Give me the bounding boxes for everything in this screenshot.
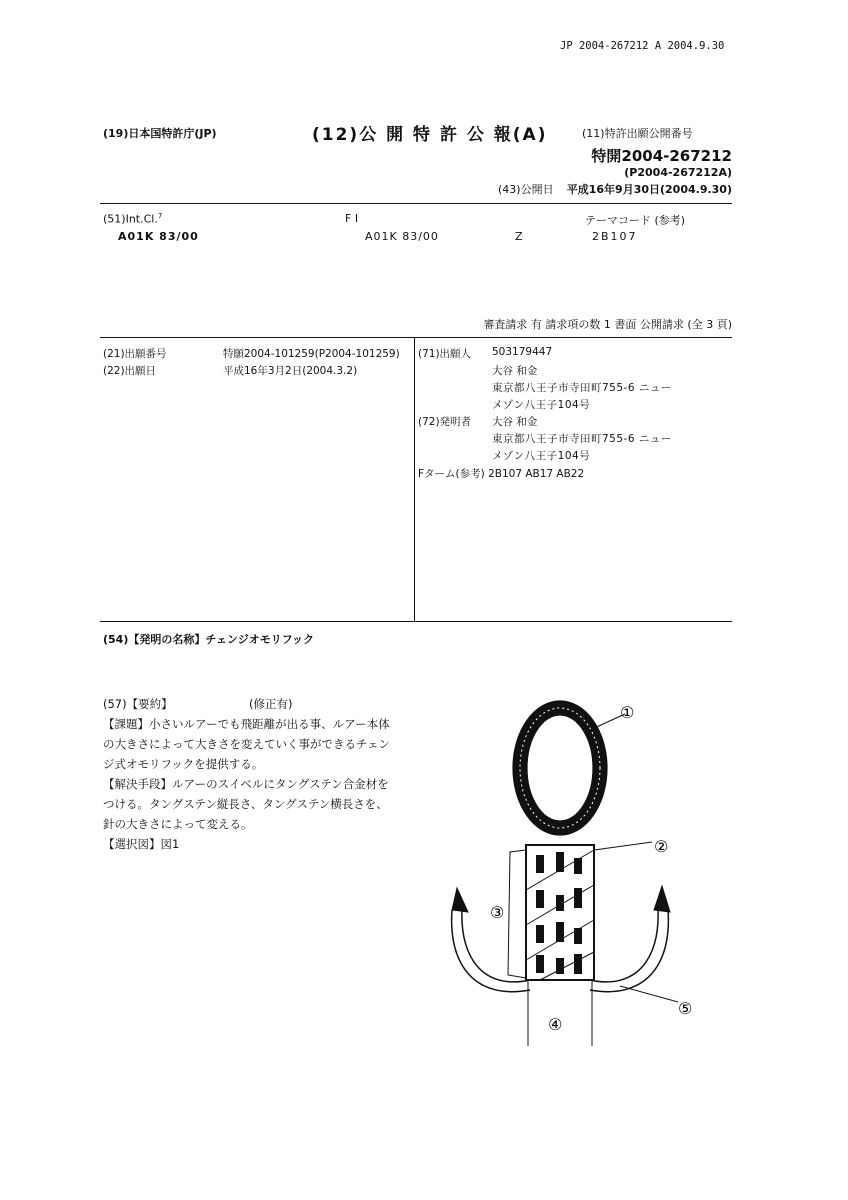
applicant-label: (71)出願人 xyxy=(418,348,472,360)
publication-date: 平成16年9月30日(2004.9.30) xyxy=(566,183,732,196)
intcl-label: (51)Int.Cl.$^7$ xyxy=(103,212,163,226)
abstract-heading: (57)【要約】 xyxy=(103,697,173,711)
publication-number-alt: (P2004-267212A) xyxy=(624,166,732,179)
application-number-label: (21)出願番号 xyxy=(103,348,167,360)
patent-office: (19)日本国特許庁(JP) xyxy=(103,127,217,140)
swivel-ring xyxy=(513,701,607,835)
filing-date-label: (22)出願日 xyxy=(103,365,157,377)
figure-label-4: ④ xyxy=(548,1015,563,1034)
biblio-top-border xyxy=(100,337,732,338)
application-number: 特願2004-101259(P2004-101259) xyxy=(223,348,400,360)
abstract-section xyxy=(103,696,423,856)
abstract-line: 【課題】小さいルアーでも飛距離が出る事、ルアー本体 xyxy=(103,717,390,731)
applicant-name: 大谷 和金 xyxy=(492,365,538,377)
header-divider xyxy=(100,203,732,204)
abstract-line: つける。タングステン縦長さ、タングステン横長さを、 xyxy=(103,797,388,811)
publication-number-label: (11)特許出願公開番号 xyxy=(582,127,693,140)
abstract-line: 針の大きさによって変える。 xyxy=(103,817,253,831)
invention-title: (54)【発明の名称】チェンジオモリフック xyxy=(103,633,314,646)
abstract-line: ジ式オモリフックを提供する。 xyxy=(103,757,264,771)
filing-date: 平成16年3月2日(2004.3.2) xyxy=(223,365,358,377)
fi-label: F I xyxy=(345,212,359,225)
tungsten-weight xyxy=(526,845,594,980)
fi-value: A01K 83/00 xyxy=(365,230,439,243)
f-term: Fターム(参考) 2B107 AB17 AB22 xyxy=(418,468,585,480)
abstract-line: 【解決手段】ルアーのスイベルにタングステン合金材を xyxy=(103,777,389,791)
inventor-label: (72)発明者 xyxy=(418,416,472,428)
inventor-address-1: 東京都八王子市寺田町755-6 ニュー xyxy=(492,433,672,445)
figure-label-2: ② xyxy=(654,837,669,856)
figure-1-drawing xyxy=(430,690,730,1060)
abstract-line: 【選択図】図1 xyxy=(103,837,180,851)
examination-status: 審査請求 有 請求項の数 1 書面 公開請求 (全 3 頁) xyxy=(483,318,732,331)
figure-label-5: ⑤ xyxy=(678,999,693,1018)
biblio-column-divider xyxy=(414,337,415,621)
figure-label-1: ① xyxy=(620,703,635,722)
intcl-value: A01K 83/00 xyxy=(118,230,199,243)
inventor-name: 大谷 和金 xyxy=(492,416,538,428)
document-id: JP 2004-267212 A 2004.9.30 xyxy=(560,40,725,52)
inventor-address-2: メゾン八王子104号 xyxy=(492,450,591,462)
theme-code-label: テーマコード (参考) xyxy=(585,214,686,227)
abstract-line: の大きさによって大きさを変えていく事ができるチェン xyxy=(103,737,391,751)
publication-kind: (12)公 開 特 許 公 報(A) xyxy=(312,125,548,145)
applicant-address-1: 東京都八王子市寺田町755-6 ニュー xyxy=(492,382,672,394)
figure-label-3: ③ xyxy=(490,903,505,922)
theme-code-value: 2B107 xyxy=(592,230,638,243)
abstract-amended-note: (修正有) xyxy=(249,697,293,711)
fi-code: Z xyxy=(515,230,523,243)
publication-number: 特開2004-267212 xyxy=(591,147,732,165)
applicant-address-2: メゾン八王子104号 xyxy=(492,399,591,411)
applicant-id: 503179447 xyxy=(492,346,553,358)
biblio-bottom-border xyxy=(100,621,732,622)
publication-date-label: (43)公開日 xyxy=(498,183,554,196)
